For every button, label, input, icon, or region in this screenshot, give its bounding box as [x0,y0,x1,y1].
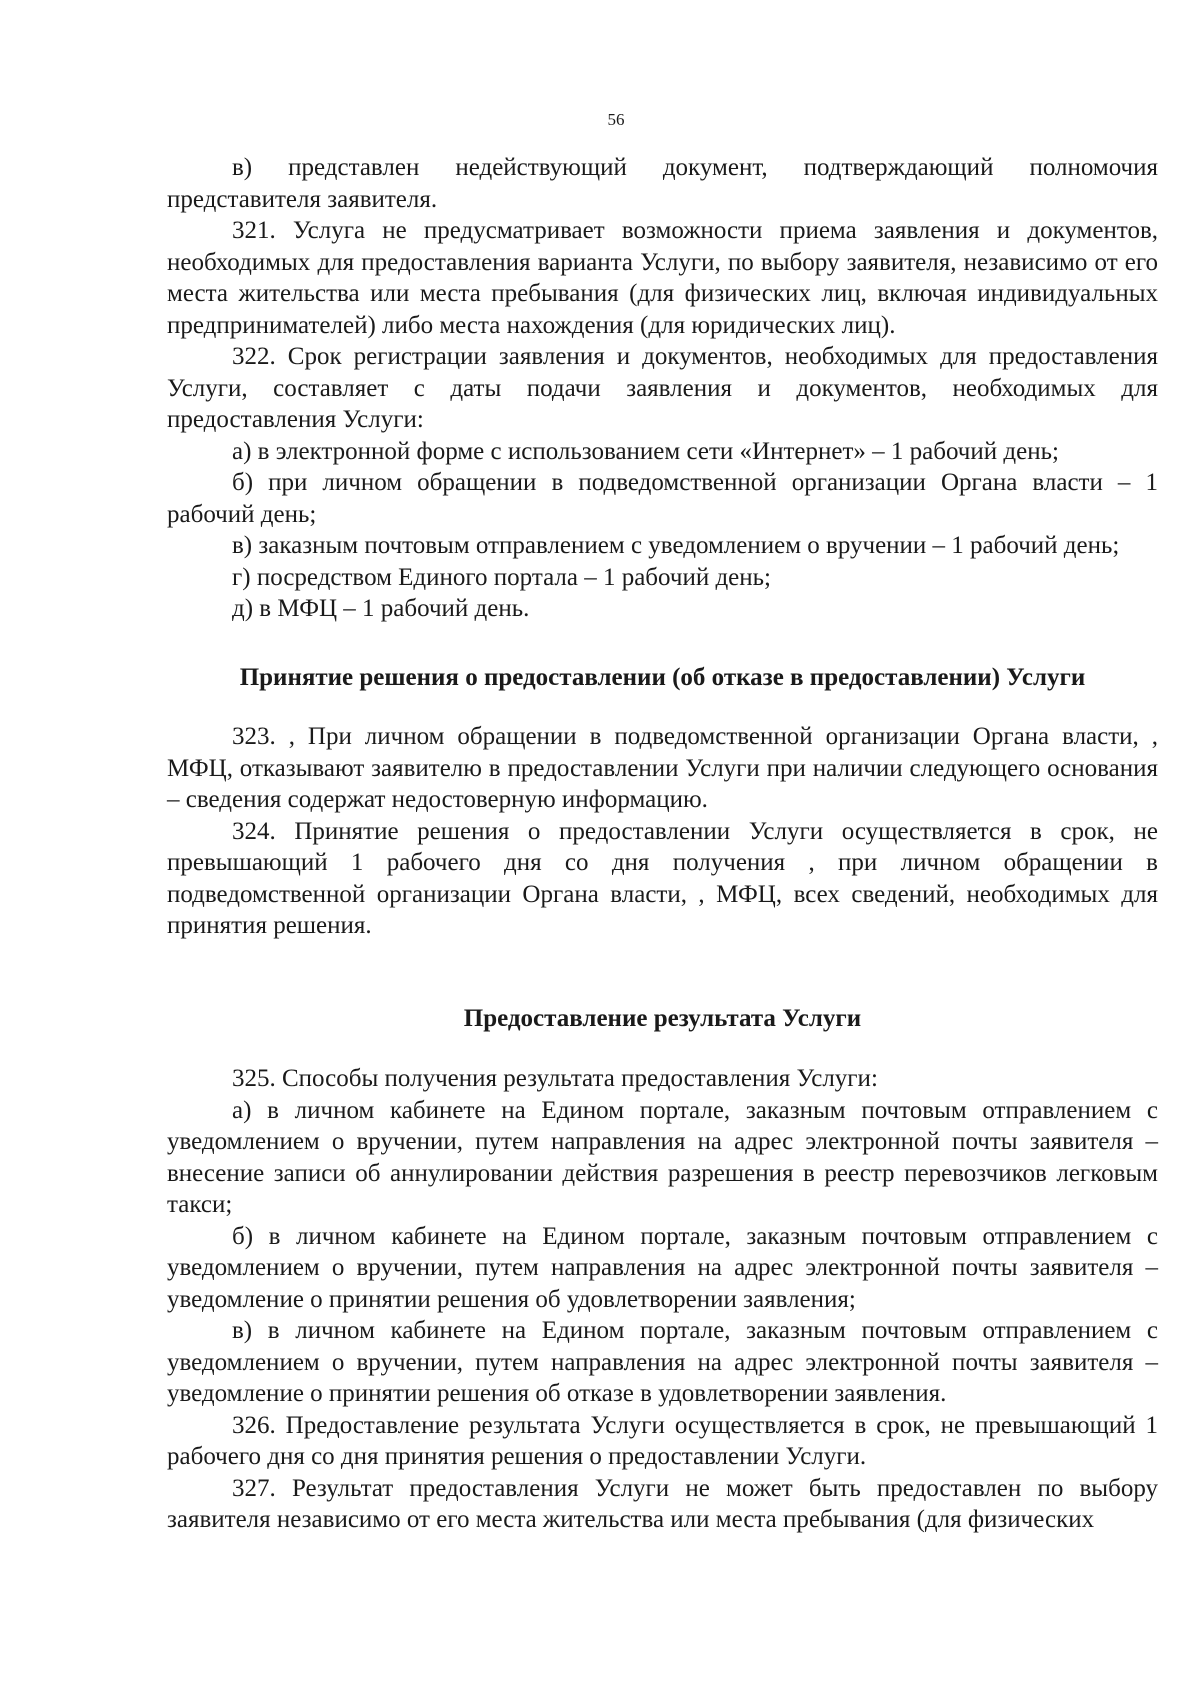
page-number: 56 [607,110,625,129]
document-body [167,152,1158,1536]
paragraph-322: 322. Срок регистрации заявления и документов, необходимых для предоставления Услуги, составляет с даты подачи заявления и документов, необходимых для предоставления Услуги: [167,343,1158,433]
paragraph-325: 325. Способы получения результата предоставления Услуги: [232,1065,878,1092]
paragraph-323: 323. , При личном обращении в подведомственной организации Органа власти, , МФЦ, отказывают заявителю в предоставлении Услуги при наличии следующего основания – сведения содержат недостоверную информацию. [167,723,1158,813]
paragraph-327: 327. Результат предоставления Услуги не может быть предоставлен по выбору заявителя независимо от его места жительства или места пребывания (для физических [167,1474,1158,1533]
paragraph-326: 326. Предоставление результата Услуги осуществляется в срок, не превышающий 1 рабочего дня со дня принятия решения о предоставлении Услуги. [167,1411,1158,1470]
section-heading-decision: Принятие решения о предоставлении (об отказе в предоставлении) Услуги [239,663,1086,691]
section-heading-result: Предоставление результата Услуги [463,1004,862,1032]
paragraph-v-invalid-document: в) представлен недействующий документ, подтверждающий полномочия представителя заявителя. [167,154,1158,213]
paragraph-325-v: в) в личном кабинете на Едином портале, заказным почтовым отправлением с уведомлением о вручении, путем направления на адрес электронной почты заявителя – уведомление о принятии решения об отказе в удовлетворении заявления. [167,1317,1158,1407]
paragraph-322-g: г) посредством Единого портала – 1 рабочий день; [232,563,772,591]
paragraph-325-b: б) в личном кабинете на Едином портале, заказным почтовым отправлением с уведомлением о вручении, путем направления на адрес электронной почты заявителя – уведомление о принятии решения об удовлетворении заявления; [167,1222,1158,1313]
paragraph-324: 324. Принятие решения о предоставлении Услуги осуществляется в срок, не превышающий 1 рабочего дня со дня получения , при личном обращении в подведомственной организации Органа власти, , МФЦ, всех сведений, необходимых для принятия решения. [167,817,1158,939]
paragraph-322-b: б) при личном обращении в подведомственной организации Органа власти – 1 рабочий день; [167,469,1158,528]
paragraph-322-a: а) в электронной форме с использованием сети «Интернет» – 1 рабочий день; [232,437,1059,465]
paragraph-325-a: а) в личном кабинете на Едином портале, заказным почтовым отправлением с уведомлением о вручении, путем направления на адрес электронной почты заявителя – внесение записи об аннулировании действия разрешения в реестр перевозчиков легковым такси; [167,1096,1158,1218]
paragraph-322-v: в) заказным почтовым отправлением с уведомлением о вручении – 1 рабочий день; [232,532,1120,559]
paragraph-321: 321. Услуга не предусматривает возможности приема заявления и документов, необходимых для предоставления варианта Услуги, по выбору заявителя, независимо от его места жительства или места пребывания (для физических лиц, включая индивидуальных предпринимателей) либо места нахождения (для юридических лиц). [167,217,1158,339]
paragraph-322-d: д) в МФЦ – 1 рабочий день. [232,595,530,622]
